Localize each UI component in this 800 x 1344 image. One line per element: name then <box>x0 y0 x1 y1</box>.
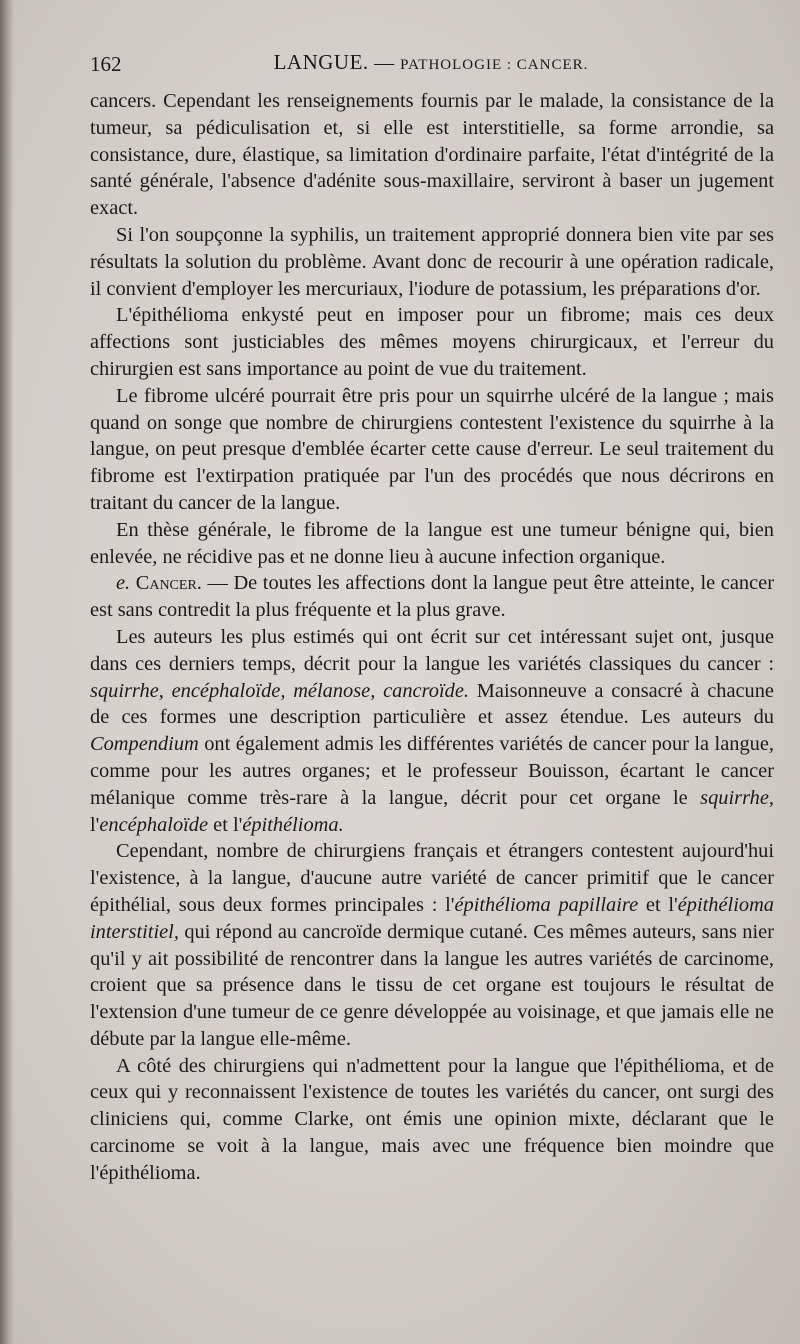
italic-run: squirrhe, <box>700 786 774 809</box>
italic-run: Compendium <box>90 733 199 756</box>
running-title <box>90 50 772 75</box>
paragraph-section-cancer <box>90 570 774 624</box>
italic-run: encéphaloïde <box>99 813 209 836</box>
paragraph: A côté des chirurgiens qui n'admettent pour la langue que l'épithélioma, et de ceux qui y reconnaissent l'existence de toutes les variétés du cancer, ont surgi des cliniciens qui, comme Clarke, ont émis une opinion mixte, déclarant que le carcinome se voit à la langue, mais avec une fréquence bien moindre que l'épithélioma. <box>90 1054 774 1184</box>
paragraph: cancers. Cependant les renseignements fournis par le malade, la consistance de la tumeur, sa pédiculisation et, si elle est interstitielle, sa forme arrondie, sa consistance, dure, élastique, sa limitation d'ordinaire parfaite, l'état d'intégrité de la santé générale, l'absence d'adénite sous-maxillaire, serviront à baser un jugement exact. <box>90 90 774 220</box>
text-run: ont également admis les différentes variétés de cancer pour la langue, comme pour les autres organes; et le professeur Bouisson, écartant le cancer mélanique comme très-rare à la langue, décrit pour cet organe le <box>90 733 774 809</box>
page-number: 162 <box>90 52 122 76</box>
italic-run: épithélioma papillaire <box>454 893 639 916</box>
italic-run: squirrhe, encéphaloïde, mélanose, cancroïde. <box>90 679 469 702</box>
paragraph: En thèse générale, le fibrome de la langue est une tumeur bénigne qui, bien enlevée, ne récidive pas et ne donne lieu à aucune infection organique. <box>90 518 774 568</box>
running-title-main: LANGUE. <box>273 50 369 74</box>
body-text <box>90 88 774 1187</box>
page-header <box>90 50 772 84</box>
text-run: et l' <box>638 893 678 916</box>
text-run: Maisonneuve a consacré à chacune de ces formes une description particulière et assez étendue. Les auteurs du <box>90 679 774 729</box>
running-title-sub: PATHOLOGIE : CANCER. <box>400 57 589 73</box>
paragraph <box>90 838 774 1052</box>
italic-run: épithélioma. <box>242 813 344 836</box>
section-heading: Cancer. <box>135 572 202 595</box>
italic-run: épithélioma interstitiel, <box>90 893 774 943</box>
text-run: et l' <box>208 813 243 836</box>
running-title-dash: — <box>368 52 401 74</box>
text-run: l' <box>90 813 100 836</box>
binding-shadow <box>0 0 14 1344</box>
paragraph <box>90 624 774 838</box>
text-run: qui répond au cancroïde dermique cutané. Ces mêmes auteurs, sans nier qu'il y ait possibilité de rencontrer dans la langue les autres variétés de carcinome, croient que sa présence dans le tissu de cet organe est toujours le résultat de l'extension d'une tumeur de ce genre développée au voisinage, et que jamais elle ne débute par la langue elle-même. <box>90 920 774 1050</box>
text-run: Cependant, nombre de chirurgiens français et étrangers contestent aujourd'hui l'existence, à la langue, d'aucune autre variété de cancer primitif que le cancer épithélial, sous deux formes principales : l' <box>90 840 774 916</box>
paragraph: L'épithélioma enkysté peut en imposer pour un fibrome; mais ces deux affections sont justiciables des mêmes moyens chirurgicaux, et l'erreur du chirurgien est sans importance au point de vue du traitement. <box>90 304 774 380</box>
paragraph: Le fibrome ulcéré pourrait être pris pour un squirrhe ulcéré de la langue ; mais quand on songe que nombre de chirurgiens contestent l'existence du squirrhe à la langue, on peut presque d'emblée écarter cette cause d'erreur. Le seul traitement du fibrome est l'extirpation pratiquée par l'un des procédés que nous décrirons en traitant du cancer de la langue. <box>90 384 774 514</box>
paragraph: Si l'on soupçonne la syphilis, un traitement approprié donnera bien vite par ses résultats la solution du problème. Avant donc de recourir à une opération radicale, il convient d'employer les mercuriaux, l'iodure de potassium, les préparations d'or. <box>90 223 774 300</box>
section-letter: e. <box>116 572 136 595</box>
text-run: — De toutes les affections dont la langue peut être atteinte, le cancer est sans contredit la plus fréquente et la plus grave. <box>90 572 774 622</box>
text-run: Les auteurs les plus estimés qui ont écrit sur cet intéressant sujet ont, jusque dans ces derniers temps, décrit pour la langue les variétés classiques du cancer : <box>90 625 774 675</box>
